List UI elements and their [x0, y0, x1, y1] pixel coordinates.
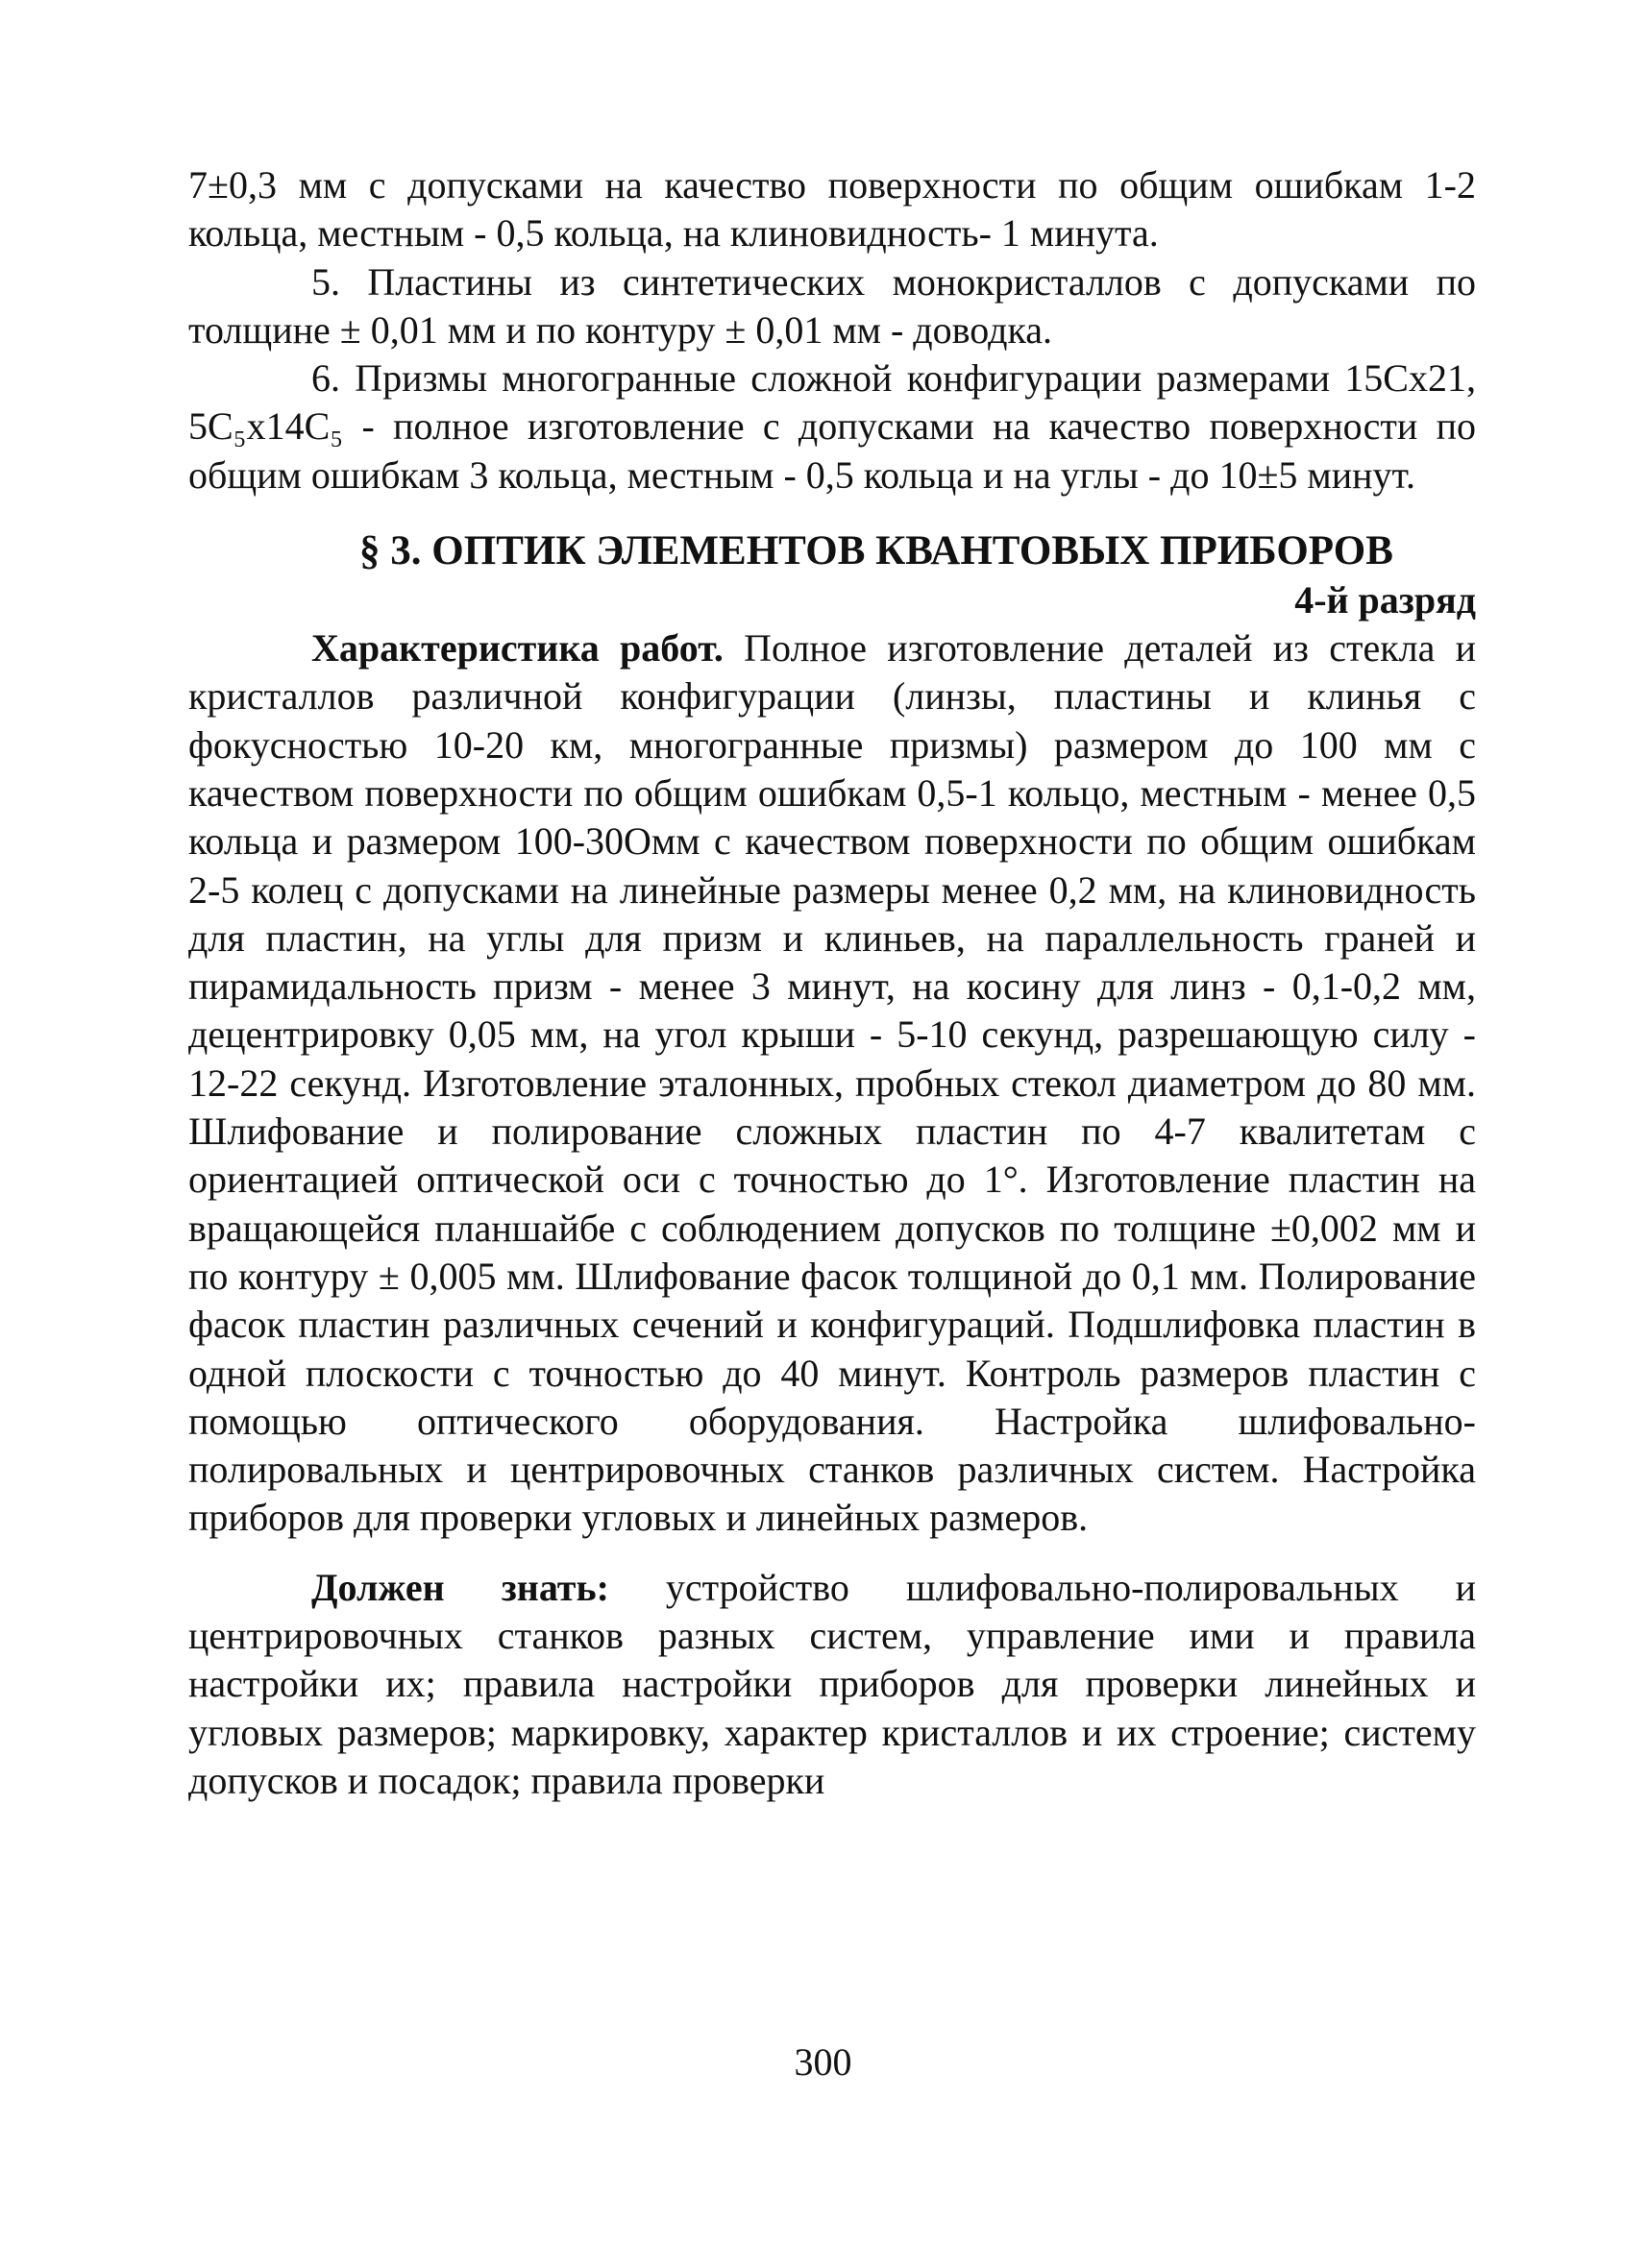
- work-characteristics-paragraph: [188, 624, 1476, 1543]
- paragraph-continuation: 7±0,3 мм с допусками на качество поверхности по общим ошибкам 1-2 кольца, местным - 0,5 кольца, на клиновидность- 1 минута.: [188, 163, 1476, 256]
- must-know-text: устройство шлифовально-полировальных и центрировочных станков разных систем, управление ими и правила настройки их; правила настройки приборов для проверки линейных и угловых размеров; маркировку, характер кристаллов и их строение; систему допусков и посадок; правила проверки: [188, 1565, 1476, 1802]
- section-heading: § 3. ОПТИК ЭЛЕМЕНТОВ КВАНТОВЫХ ПРИБОРОВ: [359, 528, 1393, 574]
- paragraph-item-6: 6. Призмы многогранные сложной конфигурации размерами 15Сх21, 5С₅х14С₅ - полное изготовление с допусками на качество поверхности по общим ошибкам 3 кольца, местным - 0,5 кольца и на углы - до 10±5 минут.: [188, 356, 1476, 497]
- work-characteristics-lead: Характеристика работ.: [311, 626, 724, 671]
- rank-label: 4-й разряд: [1294, 578, 1476, 622]
- paragraph-item-5: 5. Пластины из синтетических монокристаллов с допусками по толщине ± 0,01 мм и по контуру ± 0,01 мм - доводка.: [188, 259, 1476, 352]
- must-know-lead: Должен знать:: [311, 1565, 609, 1609]
- must-know-paragraph: [188, 1564, 1476, 1805]
- document-page: [188, 161, 1476, 1805]
- work-characteristics-text: Полное изготовление деталей из стекла и кристаллов различной конфигурации (линзы, пластины и клинья с фокусностью 10-20 км, многогранные призмы) размером до 100 мм с качеством поверхности по общим ошибкам 0,5-1 кольцо, местным - менее 0,5 кольца и размером 100-30Омм с качеством поверхности по общим ошибкам 2-5 колец с допусками на линейные размеры менее 0,2 мм, на клиновидность для пластин, на углы для призм и клиньев, на параллельность граней и пирамидальность призм - менее 3 минут, на косину для линз - 0,1-0,2 мм, децентрировку 0,05 мм, на угол крыши - 5-10 секунд, разрешающую силу - 12-22 секунд. Изготовление эталонных, пробных стекол диаметром до 80 мм. Шлифование и полирование сложных пластин по 4-7 квалитетам с ориентацией оптической оси с точностью до 1°. Изготовление пластин на вращающейся планшайбе с соблюдением допусков по толщине ±0,002 мм и по контуру ± 0,005 мм. Шлифование фасок толщиной до 0,1 мм. Полирование фасок пластин различных сечений и конфигураций. Подшлифовка пластин в одной плоскости с точностью до 40 минут. Контроль размеров пластин с помощью оптического оборудования. Настройка шлифовально-полировальных и центрировочных станков различных систем. Настройка приборов для проверки угловых и линейных размеров.: [188, 626, 1476, 1540]
- page-number: 300: [794, 2040, 852, 2084]
